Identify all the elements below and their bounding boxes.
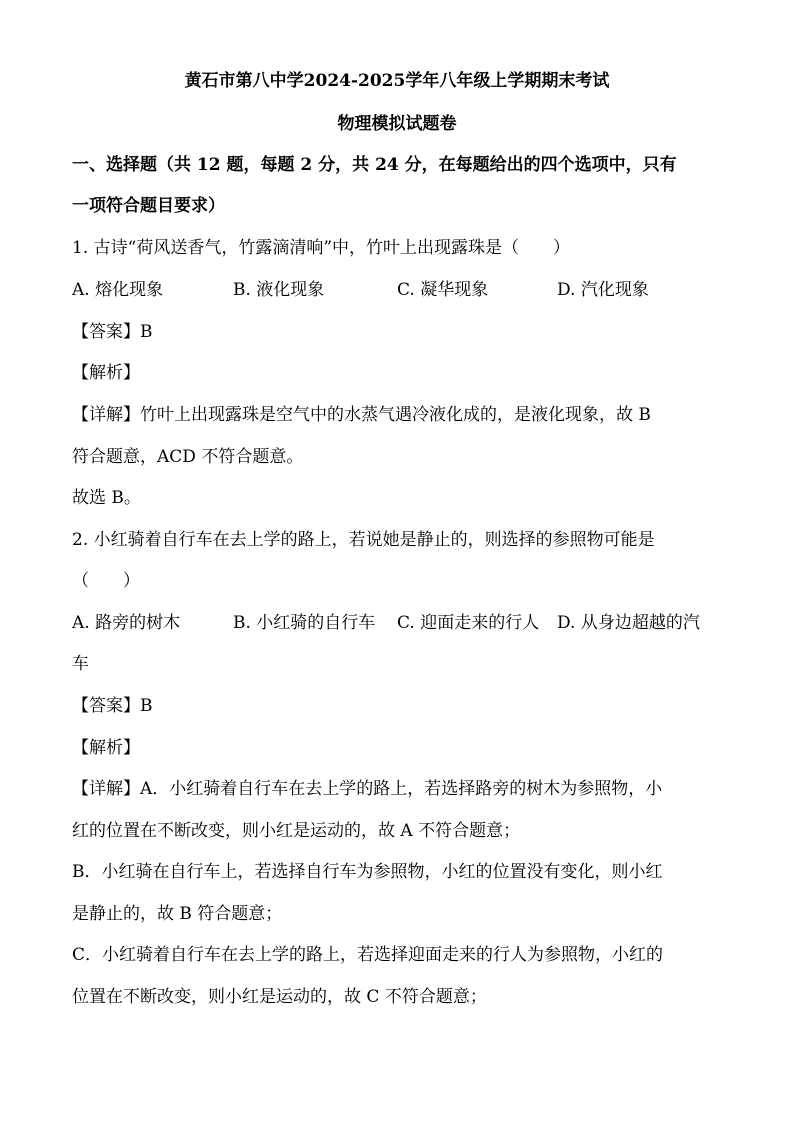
q2-detail-line2: 红的位置在不断改变，则小红是运动的，故 A 不符合题意； [72, 821, 521, 841]
q2-option-c: C. 迎面走来的行人 [397, 613, 540, 633]
q2-option-b: B. 小红骑的自行车 [233, 613, 376, 633]
q1-answer: 【答案】B [72, 322, 153, 342]
q2-answer: 【答案】B [72, 696, 153, 716]
q2-b-line2: 是静止的，故 B 符合题意； [72, 904, 283, 924]
q2-option-wrap: 车 [72, 654, 89, 674]
section-heading-line2: 一项符合题目要求） [72, 196, 225, 216]
q2-b-line1: B．小红骑在自行车上，若选择自行车为参照物，小红的位置没有变化，则小红 [72, 862, 663, 882]
q1-option-c: C. 凝华现象 [397, 280, 489, 300]
section-heading-line1: 一、选择题（共 12 题，每题 2 分，共 24 分，在每题给出的四个选项中，只有 [72, 155, 677, 175]
page-title: 黄石市第八中学2024-2025学年八年级上学期期末考试 [184, 71, 610, 91]
q2-option-a: A. 路旁的树木 [72, 613, 181, 633]
q1-option-d: D. 汽化现象 [557, 280, 649, 300]
q2-c-line1: C．小红骑着自行车在去上学的路上，若选择迎面走来的行人为参照物，小红的 [72, 945, 664, 965]
q1-conclusion: 故选 B。 [72, 488, 141, 508]
q1-analysis-label: 【解析】 [72, 363, 140, 383]
page-subtitle: 物理模拟试题卷 [337, 114, 457, 134]
q2-stem-line1: 2. 小红骑着自行车在去上学的路上，若说她是静止的，则选择的参照物可能是 [72, 530, 655, 550]
q2-option-d: D. 从身边超越的汽 [557, 613, 700, 633]
q2-analysis-label: 【解析】 [72, 738, 140, 758]
q2-detail-line1: 【详解】A．小红骑着自行车在去上学的路上，若选择路旁的树木为参照物，小 [72, 779, 663, 799]
q2-stem-line2: （ ） [72, 571, 140, 591]
q2-c-line2: 位置在不断改变，则小红是运动的，故 C 不符合题意； [72, 987, 487, 1007]
q1-option-b: B. 液化现象 [233, 280, 325, 300]
q1-detail-line1: 【详解】竹叶上出现露珠是空气中的水蒸气遇冷液化成的，是液化现象，故 B [72, 405, 651, 425]
q1-option-a: A. 熔化现象 [72, 280, 164, 300]
q1-detail-line2: 符合题意，ACD 不符合题意。 [72, 447, 304, 467]
q1-stem: 1. 古诗“荷风送香气，竹露滴清响”中，竹叶上出现露珠是（ ） [72, 238, 571, 258]
